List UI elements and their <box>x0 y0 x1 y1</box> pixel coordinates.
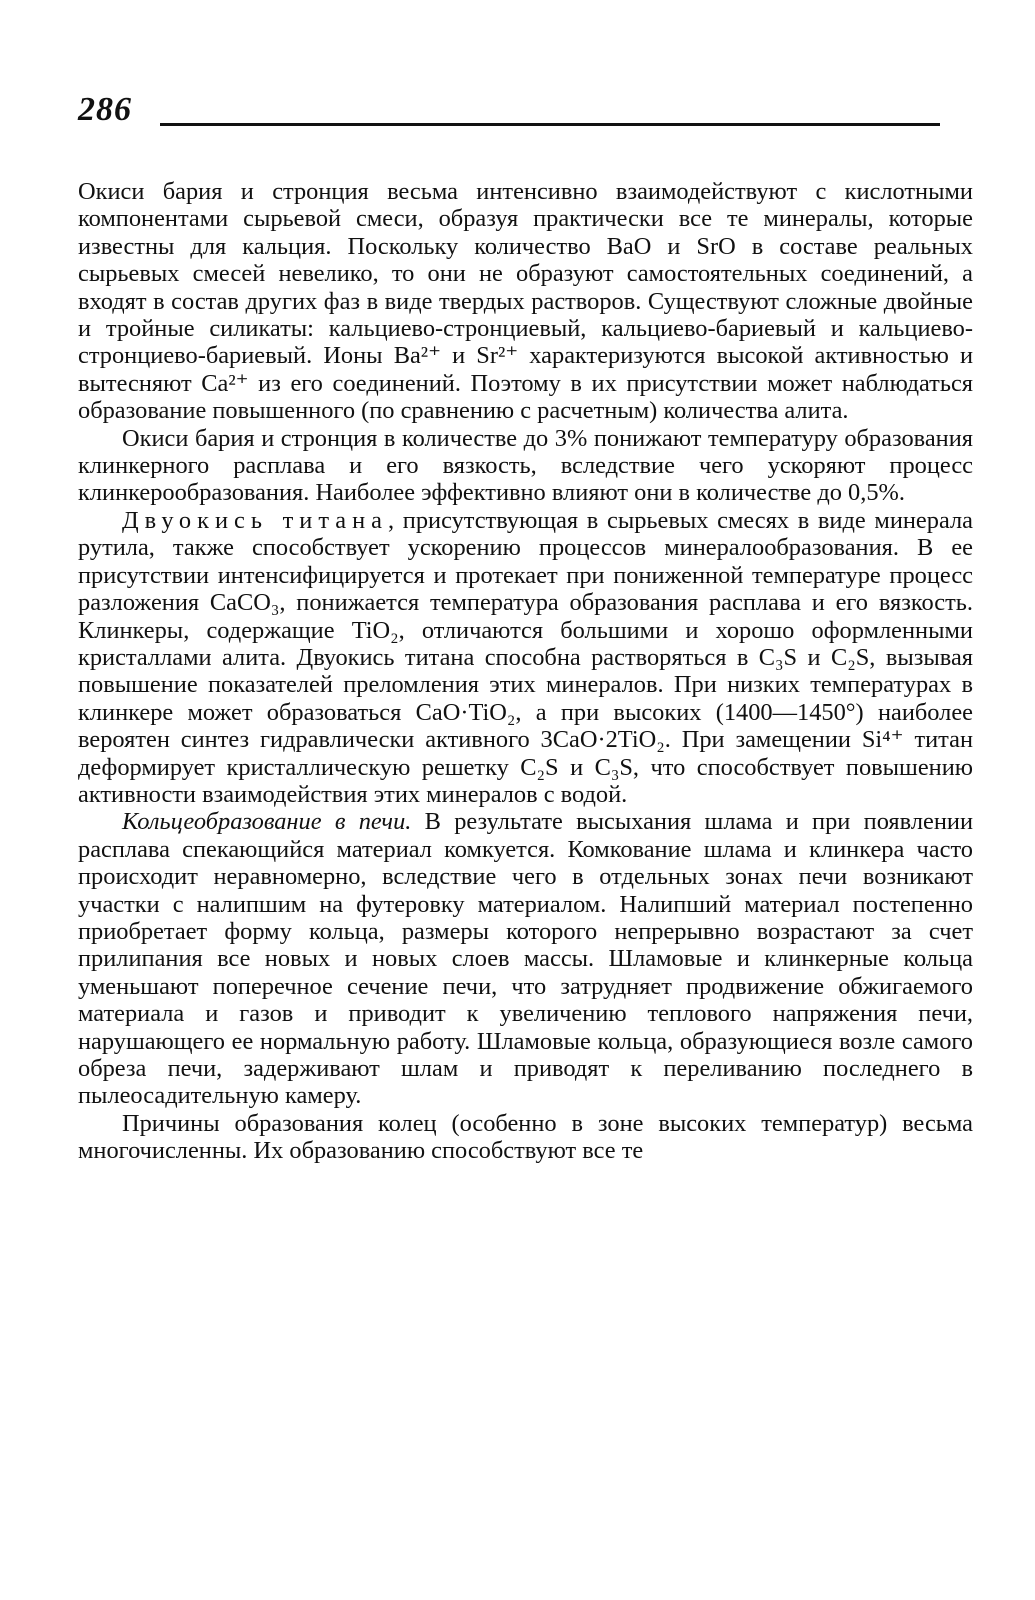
paragraph-text: Окиси бария и стронция весьма интенсивно взаимодействуют с кислотными компонентами сырьевой смеси, образуя практически все те минералы, которые известны для кальция. Поскольку количество BaO и SrO в составе реальных сырьевых смесей невелико, то они не образуют самостоятельных соединений, а входят в состав других фаз в виде твердых растворов. Существуют сложные двойные и тройные силикаты: кальциево-стронциевый, кальциево-бариевый и кальциево-стронциево-бариевый. Ионы Ba²⁺ и Sr²⁺ характеризуются высокой активностью и вытесняют Ca²⁺ из его соединений. Поэтому в их присутствии может наблюдаться образование повышенного (по сравнению с расчетным) количества алита. <box>78 178 973 425</box>
section-lead-term: Двуокись титана <box>122 506 388 534</box>
paragraph-ring-formation <box>78 808 973 1109</box>
paragraph-titanium-dioxide <box>78 507 973 808</box>
paragraph-text: , присутствующая в сырьевых смесях в виде минерала рутила, также способствует ускорению процессов минералообразования. В ее присутствии интенсифицируется и протекает при пониженной температуре процесс разложения CaCO₃, понижается температура образования расплава и его вязкость. Клинкеры, содержащие TiO₂, отличаются большими и хорошо оформленными кристаллами алита. Двуокись титана способна растворяться в C₃S и C₂S, вызывая повышение показателей преломления этих минералов. При низких температурах в клинкере может образоваться CaO·TiO₂, а при высоких (1400—1450°) наиболее вероятен синтез гидравлически активного 3CaO·2TiO₂. При замещении Si⁴⁺ титан деформирует кристаллическую решетку C₂S и C₃S, что способствует повышению активности взаимодействия этих минералов с водой. <box>78 506 973 808</box>
paragraph-barium-strontium <box>78 178 973 425</box>
body-text <box>78 178 973 1165</box>
paragraph-text: Причины образования колец (особенно в зоне высоких температур) весьма многочисленны. Их образованию способствуют все те <box>78 1109 973 1165</box>
section-lead-heading: Кольцеобразование в печи. <box>122 808 412 836</box>
paragraph-oxides-effect <box>78 425 973 507</box>
paragraph-text: В результате высыхания шлама и при появлении расплава спекающийся материал комкуется. Комкование шлама и клинкера часто происходит неравномерно, вследствие чего в отдельных зонах печи возникают участки с налипшим на футеровку материалом. Налипший материал постепенно приобретает форму кольца, размеры которого непрерывно возрастают за счет прилипания все новых и новых слоев массы. Шламовые и клинкерные кольца уменьшают поперечное сечение печи, что затрудняет продвижение обжигаемого материала и газов и приводит к увеличению теплового напряжения печи, нарушающего ее нормальную работу. Шламовые кольца, образующиеся возле самого обреза печи, задерживают шлам и приводят к переливанию последнего в пылеосадительную камеру. <box>78 808 973 1110</box>
header-rule <box>160 123 940 126</box>
paragraph-ring-causes <box>78 1110 973 1165</box>
running-head <box>78 90 940 134</box>
page-number: 286 <box>78 91 132 128</box>
paragraph-text: Окиси бария и стронция в количестве до 3% понижают температуру образования клинкерного расплава и его вязкость, вследствие чего ускоряют процесс клинкерообразования. Наиболее эффективно влияют они в количестве до 0,5%. <box>78 424 973 507</box>
